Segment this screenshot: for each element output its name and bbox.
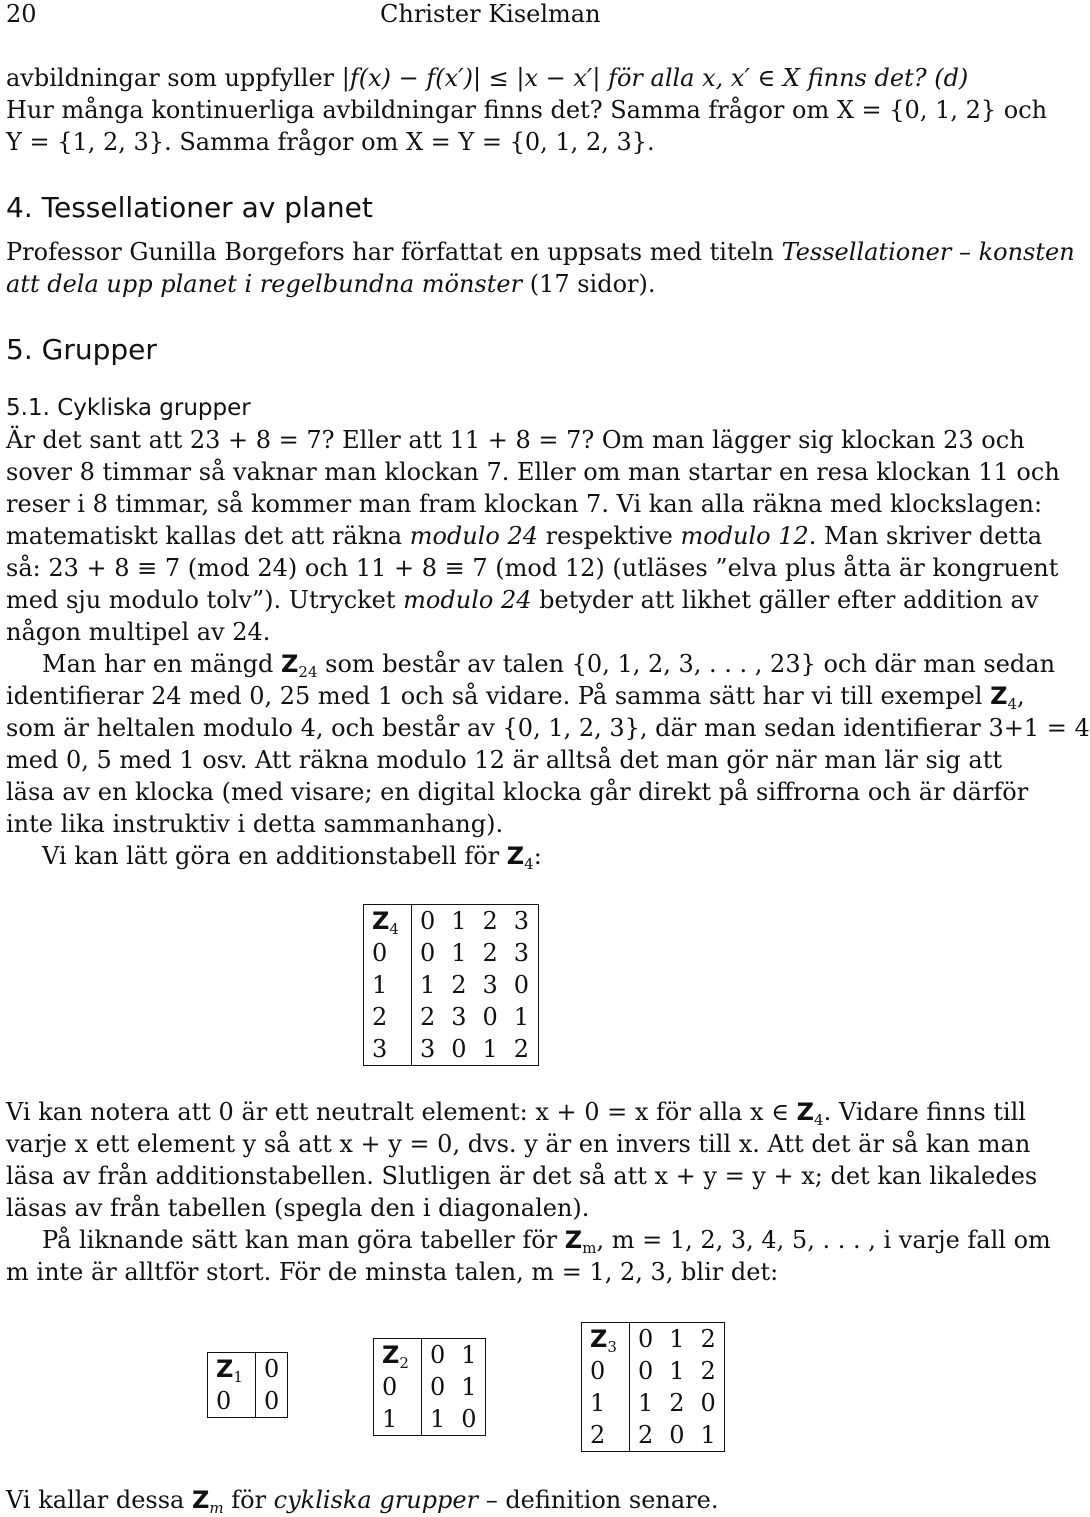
sec4-text: Professor Gunilla Borgefors har författat en uppsats med titeln — [6, 238, 782, 266]
table-row-label: 0 — [582, 1355, 629, 1387]
table-header-row — [364, 905, 537, 937]
p5-line-2: m inte är alltför stort. För de minsta talen, m = 1, 2, 3, blir det: — [6, 1258, 779, 1286]
table-header-cell: 3 — [513, 907, 530, 935]
p1-text: matematiskt kallas det att räkna — [6, 522, 410, 550]
page-number: 20 — [6, 0, 37, 28]
sec4-line-2 — [6, 268, 656, 300]
table-z4-grid — [364, 905, 538, 1065]
table-cell: 0 — [263, 1387, 280, 1415]
p3-text: : — [533, 842, 542, 870]
p1-italic: modulo 12 — [680, 522, 809, 550]
p5-line-1 — [42, 1224, 1051, 1256]
p3-text: Vi kan lätt göra en additionstabell för — [42, 842, 507, 870]
table-row — [208, 1385, 287, 1417]
p4-line-2: varje x ett element y så att x + y = 0, dvs. y är en invers till x. Att det är så kan man — [6, 1130, 1031, 1158]
table-row — [582, 1355, 724, 1387]
table-cell: 0 — [419, 939, 436, 967]
table-header-cell: 2 — [482, 907, 498, 935]
p2-text: som består av talen {0, 1, 2, 3, . . . , 23} och där man sedan — [317, 650, 1056, 678]
table-z2-grid — [374, 1339, 485, 1435]
set-symbol: Z — [796, 1098, 815, 1126]
p1-line-4 — [6, 520, 1042, 552]
set-symbol: Z — [216, 1355, 234, 1383]
table-cell: 1 — [451, 939, 467, 967]
addition-table-z1 — [207, 1352, 288, 1418]
table-cell: 0 — [669, 1421, 685, 1449]
table-row — [364, 1033, 537, 1065]
table-row — [582, 1387, 724, 1419]
table-cell: 1 — [482, 1035, 498, 1063]
p1-italic: modulo 24 — [409, 522, 539, 550]
sec4-title-italic: Tessellationer – konsten — [781, 238, 1075, 266]
set-subscript: 4 — [814, 1111, 824, 1129]
table-cell: 2 — [513, 1035, 530, 1063]
addition-table-z4 — [363, 904, 539, 1066]
p1-line-6 — [6, 584, 1038, 616]
p4-line-3: läsa av från additionstabellen. Slutligen är det så att x + y = y + x; det kan likaledes — [6, 1162, 1038, 1190]
addition-table-z2 — [373, 1338, 486, 1436]
intro-line-1 — [6, 62, 968, 94]
intro-text: avbildningar som uppfyller — [6, 64, 342, 92]
set-subscript: 2 — [399, 1354, 409, 1372]
table-cell: 0 — [482, 1003, 498, 1031]
p1-line-5: så: 23 + 8 ≡ 7 (mod 24) och 11 + 8 ≡ 7 (mod 12) (utläses ”elva plus åtta är kongruent — [6, 554, 1059, 582]
table-cell: 3 — [513, 939, 530, 967]
table-row — [364, 1001, 537, 1033]
table-header-cell: 1 — [461, 1341, 477, 1369]
table-header-cell: 0 — [637, 1325, 654, 1353]
p1-line-1: Är det sant att 23 + 8 = 7? Eller att 11 + 8 = 7? Om man lägger sig klockan 23 och — [6, 426, 1025, 454]
table-header-row — [374, 1339, 485, 1371]
table-row-label: 0 — [374, 1371, 421, 1403]
closing-italic: cykliska grupper — [273, 1486, 479, 1514]
table-header-cell: 0 — [263, 1355, 280, 1383]
p1-text: med sju modulo tolv”). Utrycket — [6, 586, 404, 614]
set-subscript: 1 — [233, 1368, 243, 1386]
table-row-label: 1 — [364, 969, 411, 1001]
intro-line-3: Y = {1, 2, 3}. Samma frågor om X = Y = {0, 1, 2, 3}. — [6, 128, 655, 156]
set-symbol: Z — [372, 907, 390, 935]
p2-line-1 — [42, 648, 1055, 680]
table-row-label: 2 — [364, 1001, 411, 1033]
table-corner — [208, 1353, 255, 1385]
table-header-cell: 2 — [700, 1325, 716, 1353]
table-header-cell: 0 — [429, 1341, 446, 1369]
p1-line-7: någon multipel av 24. — [6, 618, 271, 646]
set-subscript: m — [209, 1499, 224, 1517]
sec4-line-1 — [6, 236, 1075, 268]
table-cell: 2 — [637, 1421, 654, 1449]
table-cell: 3 — [419, 1035, 436, 1063]
table-cell: 0 — [451, 1035, 467, 1063]
table-row-label: 0 — [208, 1385, 255, 1417]
subsection-5-1-heading: 5.1. Cykliska grupper — [6, 395, 251, 421]
running-author: Christer Kiselman — [380, 0, 601, 28]
p3-line — [42, 840, 542, 872]
closing-text: Vi kallar dessa — [6, 1486, 192, 1514]
table-cell: 0 — [429, 1373, 446, 1401]
intro-math: |f(x) − f(x′)| ≤ |x − x′| för alla x, x′ ∈ X finns det? (d) — [341, 64, 969, 92]
p1-text: betyder att likhet gäller efter addition av — [531, 586, 1039, 614]
table-row-label: 0 — [364, 937, 411, 969]
table-cell: 0 — [513, 971, 530, 999]
table-row — [582, 1419, 724, 1451]
set-subscript: 24 — [298, 663, 318, 681]
table-row — [374, 1371, 485, 1403]
p2-line-4: med 0, 5 med 1 osv. Att räkna modulo 12 är alltså det man gör när man lär sig att — [6, 746, 1003, 774]
p4-line-1 — [6, 1096, 1026, 1128]
table-cell: 1 — [461, 1373, 477, 1401]
table-cell: 2 — [419, 1003, 436, 1031]
p1-text: respektive — [538, 522, 681, 550]
table-header-cell: 1 — [669, 1325, 685, 1353]
set-subscript: 4 — [389, 920, 399, 938]
p2-text: , — [1017, 682, 1025, 710]
p1-italic: modulo 24 — [403, 586, 532, 614]
p1-line-3: reser i 8 timmar, så kommer man fram klockan 7. Vi kan alla räkna med klockslagen: — [6, 490, 1043, 518]
table-cell: 1 — [513, 1003, 530, 1031]
table-row — [364, 937, 537, 969]
table-cell: 3 — [482, 971, 498, 999]
table-row-label: 1 — [582, 1387, 629, 1419]
set-symbol: Z — [506, 842, 525, 870]
table-cell: 1 — [669, 1357, 685, 1385]
set-subscript: 4 — [524, 855, 534, 873]
p1-text: . Man skriver detta — [808, 522, 1043, 550]
table-z1-grid — [208, 1353, 287, 1417]
set-symbol: Z — [191, 1486, 210, 1514]
table-cell: 0 — [637, 1357, 654, 1385]
p5-text: På liknande sätt kan man göra tabeller för — [42, 1226, 565, 1254]
table-cell: 1 — [419, 971, 436, 999]
table-row-label: 3 — [364, 1033, 411, 1065]
table-cell: 1 — [700, 1421, 716, 1449]
table-cell: 1 — [637, 1389, 654, 1417]
set-symbol: Z — [564, 1226, 583, 1254]
p2-line-5: läsa av en klocka (med visare; en digital klocka går direkt på siffrorna och är därför — [6, 778, 1029, 806]
table-corner — [374, 1339, 421, 1371]
addition-table-z3 — [581, 1322, 725, 1452]
table-row-label: 2 — [582, 1419, 629, 1451]
sec4-title-italic-cont: att dela upp planet i regelbundna mönster — [6, 270, 523, 298]
table-cell: 2 — [669, 1389, 685, 1417]
p4-text: Vi kan notera att 0 är ett neutralt element: x + 0 = x för alla x ∈ — [6, 1098, 797, 1126]
set-symbol: Z — [590, 1325, 608, 1353]
table-row-label: 1 — [374, 1403, 421, 1435]
table-corner — [364, 905, 411, 937]
p5-text: , m = 1, 2, 3, 4, 5, . . . , i varje fall om — [596, 1226, 1051, 1254]
table-cell: 3 — [451, 1003, 467, 1031]
table-z3-grid — [582, 1323, 724, 1451]
p2-text: Man har en mängd — [42, 650, 282, 678]
set-symbol: Z — [382, 1341, 400, 1369]
table-cell: 0 — [700, 1389, 716, 1417]
table-header-cell: 0 — [419, 907, 436, 935]
table-cell: 2 — [482, 939, 498, 967]
table-cell: 2 — [700, 1357, 716, 1385]
set-subscript: 3 — [607, 1338, 617, 1356]
p4-text: . Vidare finns till — [823, 1098, 1026, 1126]
table-header-cell: 1 — [451, 907, 467, 935]
section-5-heading: 5. Grupper — [6, 333, 157, 366]
table-cell: 1 — [429, 1405, 446, 1433]
set-symbol: Z — [281, 650, 299, 678]
sec4-pages: (17 sidor). — [522, 270, 656, 298]
intro-line-2: Hur många kontinuerliga avbildningar finns det? Samma frågor om X = {0, 1, 2} och — [6, 96, 1048, 124]
section-4-heading: 4. Tessellationer av planet — [6, 191, 373, 224]
table-cell: 0 — [461, 1405, 477, 1433]
set-subscript: 4 — [1007, 695, 1018, 713]
table-header-row — [208, 1353, 287, 1385]
p2-text: identifierar 24 med 0, 25 med 1 och så vidare. På samma sätt har vi till exempel — [6, 682, 991, 710]
set-symbol: Z — [990, 682, 1008, 710]
table-row — [364, 969, 537, 1001]
closing-text: – definition senare. — [478, 1486, 719, 1514]
closing-text: för — [223, 1486, 274, 1514]
table-header-row — [582, 1323, 724, 1355]
p2-line-3: som är heltalen modulo 4, och består av {0, 1, 2, 3}, där man sedan identifierar 3+1 = 4 — [6, 714, 1090, 742]
p2-line-6: inte lika instruktiv i detta sammanhang). — [6, 810, 504, 838]
table-corner — [582, 1323, 629, 1355]
table-cell: 2 — [451, 971, 467, 999]
set-subscript: m — [582, 1239, 597, 1257]
closing-line — [6, 1484, 718, 1516]
table-row — [374, 1403, 485, 1435]
p4-line-4: läsas av från tabellen (spegla den i diagonalen). — [6, 1194, 590, 1222]
p2-line-2 — [6, 680, 1025, 712]
p1-line-2: sover 8 timmar så vaknar man klockan 7. Eller om man startar en resa klockan 11 och — [6, 458, 1060, 486]
